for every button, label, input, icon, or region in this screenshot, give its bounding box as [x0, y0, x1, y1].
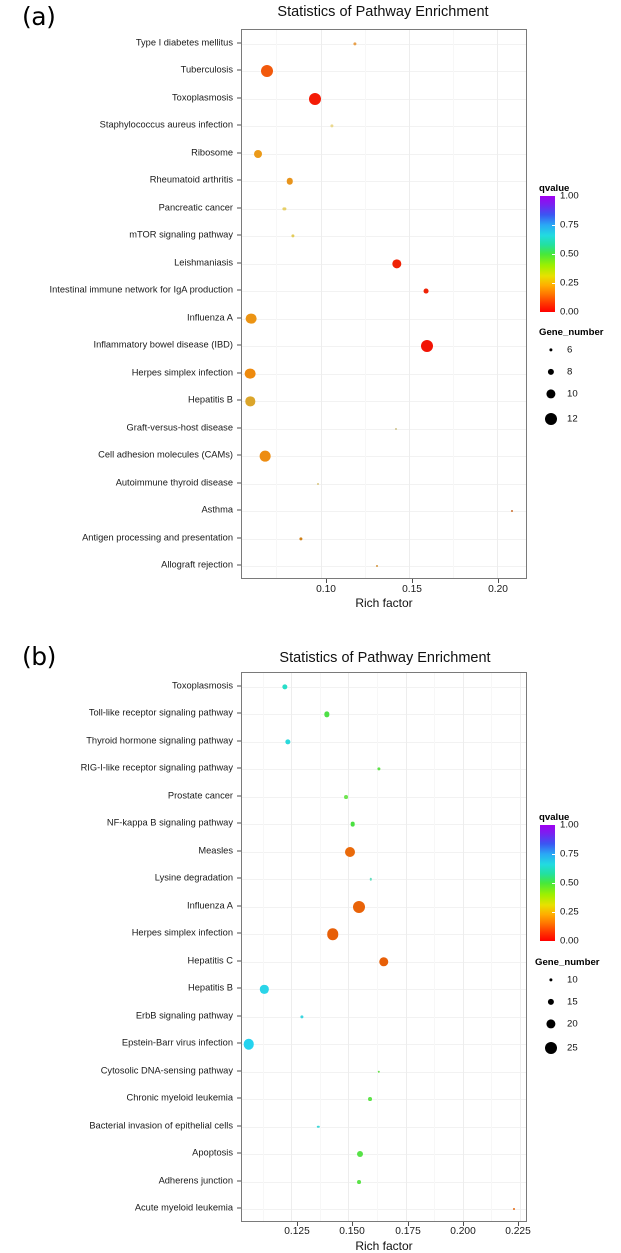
data-point — [244, 1039, 255, 1050]
gene-number-legend-dot — [548, 369, 554, 375]
y-axis-label: Toxoplasmosis — [172, 680, 233, 691]
gridline-horizontal — [242, 264, 526, 265]
x-axis-tick-label: 0.10 — [316, 584, 336, 595]
gridline-horizontal — [242, 769, 526, 770]
qvalue-legend-title: qvalue — [539, 812, 570, 823]
y-axis-label: Hepatitis B — [188, 982, 233, 993]
data-point — [301, 1015, 304, 1018]
gridline-horizontal — [242, 824, 526, 825]
data-point — [292, 235, 295, 238]
gene-number-legend-title: Gene_number — [535, 957, 600, 968]
y-axis-label: Inflammatory bowel disease (IBD) — [93, 339, 233, 350]
gridline-horizontal — [242, 852, 526, 853]
y-axis-label: Measles — [198, 845, 233, 856]
chart-title: Statistics of Pathway Enrichment — [279, 650, 491, 666]
y-axis-tick — [237, 1098, 241, 1099]
y-axis-tick — [237, 42, 241, 43]
gridline-horizontal — [242, 879, 526, 880]
y-axis-tick — [237, 427, 241, 428]
y-axis-label: Intestinal immune network for IgA production — [49, 284, 233, 295]
gene-number-legend-label: 15 — [567, 996, 578, 1008]
y-axis-label: Influenza A — [186, 312, 233, 323]
y-axis-tick — [237, 850, 241, 851]
y-axis-tick — [237, 1015, 241, 1016]
gene-number-legend-label: 20 — [567, 1018, 578, 1030]
y-axis-label: Bacterial invasion of epithelial cells — [89, 1120, 233, 1131]
plot-area — [241, 672, 527, 1222]
y-axis-label: Tuberculosis — [180, 64, 233, 75]
y-axis-label: Staphylococcus aureus infection — [99, 119, 233, 130]
x-axis-title: Rich factor — [355, 1239, 413, 1253]
gridline-vertical-minor — [365, 30, 366, 578]
qvalue-tick-label: 0.75 — [560, 219, 579, 231]
gridline-horizontal — [242, 907, 526, 908]
gridline-horizontal — [242, 374, 526, 375]
gridline-horizontal — [242, 401, 526, 402]
gene-number-legend-label: 25 — [567, 1042, 578, 1054]
y-axis-label: ErbB signaling pathway — [135, 1010, 233, 1021]
y-axis-tick — [237, 905, 241, 906]
data-point — [324, 712, 329, 717]
y-axis-label: Epstein-Barr virus infection — [121, 1037, 233, 1048]
data-point — [260, 985, 268, 993]
data-point — [330, 125, 333, 128]
data-point — [377, 768, 380, 771]
y-axis-label: Antigen processing and presentation — [82, 532, 233, 543]
data-point — [245, 368, 256, 379]
gene-number-legend-dot — [549, 348, 552, 351]
data-point — [327, 928, 339, 940]
y-axis-label: Toxoplasmosis — [172, 92, 233, 103]
panel-letter: (a) — [22, 2, 56, 31]
gene-number-legend-dot — [545, 1042, 557, 1054]
y-axis-tick — [237, 455, 241, 456]
data-point — [368, 1097, 372, 1101]
qvalue-tick-label: 1.00 — [560, 819, 579, 831]
qvalue-tick-label: 1.00 — [560, 190, 579, 202]
gridline-horizontal — [242, 1099, 526, 1100]
gene-number-legend-dot — [548, 999, 554, 1005]
x-axis-tick-label: 0.15 — [402, 584, 422, 595]
gridline-horizontal — [242, 346, 526, 347]
gene-number-legend-label: 12 — [567, 413, 578, 425]
y-axis-tick — [237, 740, 241, 741]
data-point — [395, 428, 397, 430]
gridline-vertical-minor — [263, 673, 264, 1221]
gene-number-legend-dot — [546, 389, 555, 398]
y-axis-label: Herpes simplex infection — [131, 927, 233, 938]
gridline-horizontal — [242, 44, 526, 45]
y-axis-tick — [237, 262, 241, 263]
y-axis-label: Cytosolic DNA-sensing pathway — [100, 1065, 233, 1076]
y-axis-label: Asthma — [201, 504, 233, 515]
gridline-horizontal — [242, 1154, 526, 1155]
gene-number-legend-dot — [545, 413, 557, 425]
y-axis-label: Pancreatic cancer — [158, 202, 233, 213]
gridline-horizontal — [242, 71, 526, 72]
y-axis-tick — [237, 207, 241, 208]
y-axis-tick — [237, 1153, 241, 1154]
y-axis-label: Thyroid hormone signaling pathway — [86, 735, 233, 746]
gridline-horizontal — [242, 1072, 526, 1073]
gridline-horizontal — [242, 1017, 526, 1018]
gridline-vertical — [520, 673, 521, 1221]
y-axis-label: mTOR signaling pathway — [129, 229, 233, 240]
data-point — [392, 259, 401, 268]
y-axis-tick — [237, 152, 241, 153]
data-point — [245, 313, 256, 324]
data-point — [345, 847, 355, 857]
gridline-horizontal — [242, 319, 526, 320]
y-axis-tick — [237, 290, 241, 291]
y-axis-tick — [237, 1043, 241, 1044]
x-axis-tick — [326, 579, 327, 583]
x-axis-tick-label: 0.175 — [395, 1226, 421, 1237]
qvalue-tick-label: 0.75 — [560, 848, 579, 860]
panel-letter: (b) — [22, 642, 56, 671]
qvalue-colorbar-tick — [552, 854, 555, 855]
gridline-vertical — [406, 673, 407, 1221]
y-axis-label: Herpes simplex infection — [131, 367, 233, 378]
y-axis-tick — [237, 768, 241, 769]
y-axis-tick — [237, 97, 241, 98]
data-point — [254, 150, 262, 158]
gridline-horizontal — [242, 934, 526, 935]
gridline-horizontal — [242, 484, 526, 485]
data-point — [309, 93, 321, 105]
data-point — [353, 901, 365, 913]
y-axis-label: Hepatitis B — [188, 394, 233, 405]
y-axis-tick — [237, 537, 241, 538]
y-axis-tick — [237, 685, 241, 686]
data-point — [513, 1208, 515, 1210]
y-axis-tick — [237, 713, 241, 714]
gridline-horizontal — [242, 291, 526, 292]
y-axis-tick — [237, 988, 241, 989]
gridline-horizontal — [242, 989, 526, 990]
y-axis-tick — [237, 125, 241, 126]
data-point — [261, 65, 273, 77]
gridline-horizontal — [242, 1044, 526, 1045]
gene-number-legend-label: 10 — [567, 974, 578, 986]
qvalue-colorbar-tick — [552, 912, 555, 913]
x-axis-tick-label: 0.150 — [339, 1226, 365, 1237]
data-point — [376, 565, 378, 567]
gene-number-legend-label: 8 — [567, 366, 573, 378]
gridline-vertical-minor — [320, 673, 321, 1221]
qvalue-colorbar-tick — [552, 225, 555, 226]
y-axis-tick — [237, 1180, 241, 1181]
gridline-horizontal — [242, 236, 526, 237]
data-point — [317, 483, 319, 485]
gridline-vertical-minor — [491, 673, 492, 1221]
y-axis-tick — [237, 345, 241, 346]
y-axis-tick — [237, 180, 241, 181]
gridline-vertical-minor — [276, 30, 277, 578]
qvalue-tick-label: 0.00 — [560, 935, 579, 947]
y-axis-label: Adherens junction — [158, 1175, 233, 1186]
y-axis-label: Apoptosis — [192, 1147, 233, 1158]
gridline-horizontal — [242, 1127, 526, 1128]
data-point — [286, 178, 292, 184]
data-point — [353, 42, 356, 45]
gridline-horizontal — [242, 429, 526, 430]
data-point — [282, 684, 287, 689]
gridline-horizontal — [242, 181, 526, 182]
data-point — [379, 957, 388, 966]
data-point — [260, 451, 271, 462]
gridline-horizontal — [242, 511, 526, 512]
y-axis-label: Type I diabetes mellitus — [135, 37, 233, 48]
y-axis-tick — [237, 1208, 241, 1209]
x-axis-tick — [498, 579, 499, 583]
qvalue-legend-title: qvalue — [539, 183, 570, 194]
data-point — [357, 1151, 363, 1157]
data-point — [350, 822, 355, 827]
data-point — [246, 397, 255, 406]
qvalue-tick-label: 0.25 — [560, 277, 579, 289]
y-axis-label: Acute myeloid leukemia — [134, 1202, 233, 1213]
data-point — [424, 289, 429, 294]
x-axis-tick-label: 0.20 — [488, 584, 508, 595]
gridline-horizontal — [242, 566, 526, 567]
data-point — [285, 739, 290, 744]
y-axis-tick — [237, 400, 241, 401]
gridline-horizontal — [242, 1182, 526, 1183]
y-axis-label: RIG-I-like receptor signaling pathway — [80, 762, 233, 773]
data-point — [344, 795, 348, 799]
gridline-horizontal — [242, 539, 526, 540]
gridline-vertical-minor — [377, 673, 378, 1221]
gridline-vertical — [409, 30, 410, 578]
gridline-horizontal — [242, 456, 526, 457]
data-point — [299, 537, 302, 540]
x-axis-tick-label: 0.125 — [284, 1226, 310, 1237]
y-axis-label: Toll-like receptor signaling pathway — [88, 707, 233, 718]
y-axis-label: Rheumatoid arthritis — [149, 174, 233, 185]
gridline-vertical — [463, 673, 464, 1221]
y-axis-tick — [237, 823, 241, 824]
y-axis-label: Autoimmune thyroid disease — [115, 477, 233, 488]
gridline-horizontal — [242, 714, 526, 715]
y-axis-label: Allograft rejection — [161, 559, 233, 570]
gridline-vertical — [348, 673, 349, 1221]
y-axis-tick — [237, 510, 241, 511]
gene-number-legend-label: 6 — [567, 344, 573, 356]
y-axis-tick — [237, 70, 241, 71]
y-axis-label: Lysine degradation — [154, 872, 233, 883]
gene-number-legend-title: Gene_number — [539, 327, 604, 338]
gridline-vertical-minor — [434, 673, 435, 1221]
y-axis-tick — [237, 482, 241, 483]
panel-a — [0, 0, 621, 620]
y-axis-tick — [237, 960, 241, 961]
y-axis-tick — [237, 235, 241, 236]
gridline-vertical-minor — [453, 30, 454, 578]
y-axis-label: Leishmaniasis — [174, 257, 233, 268]
qvalue-colorbar-tick — [552, 283, 555, 284]
gridline-horizontal — [242, 797, 526, 798]
y-axis-label: Cell adhesion molecules (CAMs) — [98, 449, 233, 460]
gene-number-legend-dot — [546, 1019, 555, 1028]
x-axis-title: Rich factor — [355, 596, 413, 610]
qvalue-tick-label: 0.50 — [560, 877, 579, 889]
y-axis-label: Graft-versus-host disease — [126, 422, 233, 433]
y-axis-tick — [237, 1070, 241, 1071]
y-axis-tick — [237, 1125, 241, 1126]
gridline-horizontal — [242, 154, 526, 155]
y-axis-label: Prostate cancer — [167, 790, 233, 801]
y-axis-tick — [237, 565, 241, 566]
data-point — [511, 510, 513, 512]
gene-number-legend-dot — [549, 978, 552, 981]
data-point — [421, 340, 433, 352]
y-axis-tick — [237, 878, 241, 879]
y-axis-tick — [237, 372, 241, 373]
y-axis-tick — [237, 795, 241, 796]
panel-b — [0, 620, 621, 1253]
qvalue-tick-label: 0.50 — [560, 248, 579, 260]
qvalue-tick-label: 0.25 — [560, 906, 579, 918]
chart-title: Statistics of Pathway Enrichment — [277, 4, 489, 20]
y-axis-label: NF-kappa B signaling pathway — [106, 817, 233, 828]
x-axis-tick-label: 0.200 — [450, 1226, 476, 1237]
gridline-vertical — [497, 30, 498, 578]
gridline-horizontal — [242, 1209, 526, 1210]
y-axis-label: Ribosome — [191, 147, 233, 158]
data-point — [283, 207, 286, 210]
gridline-horizontal — [242, 126, 526, 127]
y-axis-label: Chronic myeloid leukemia — [126, 1092, 233, 1103]
gridline-horizontal — [242, 99, 526, 100]
x-axis-tick-label: 0.225 — [505, 1226, 531, 1237]
y-axis-label: Hepatitis C — [187, 955, 233, 966]
x-axis-tick — [412, 579, 413, 583]
gene-number-legend-label: 10 — [567, 388, 578, 400]
qvalue-colorbar-tick — [552, 883, 555, 884]
y-axis-tick — [237, 317, 241, 318]
qvalue-tick-label: 0.00 — [560, 306, 579, 318]
data-point — [357, 1180, 361, 1184]
gridline-vertical — [321, 30, 322, 578]
plot-area — [241, 29, 527, 579]
gridline-vertical — [291, 673, 292, 1221]
qvalue-colorbar-tick — [552, 254, 555, 255]
y-axis-label: Influenza A — [186, 900, 233, 911]
y-axis-tick — [237, 933, 241, 934]
